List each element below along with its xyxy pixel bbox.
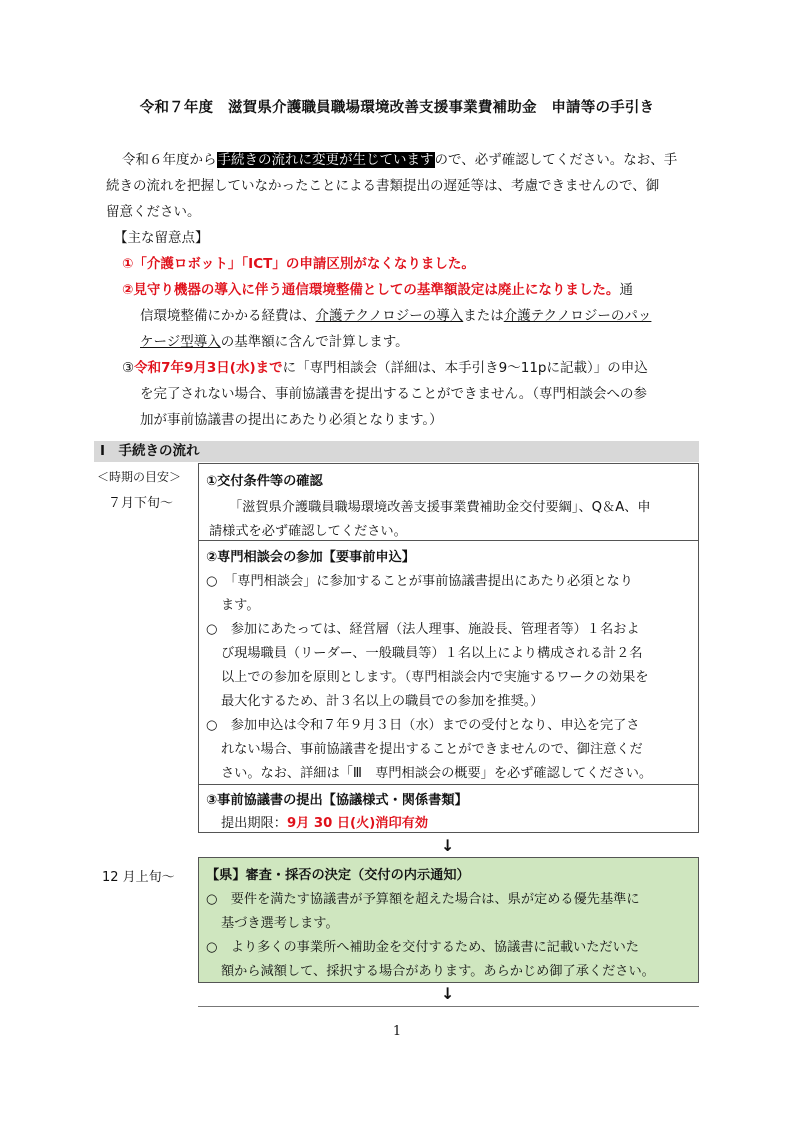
step-3-title: ③事前協議書の提出【協議様式・関係書類】: [206, 793, 468, 808]
point-2-line-2: [140, 304, 651, 324]
point-3-number: ③: [122, 360, 135, 376]
step-4-text: 基づき選考します。: [221, 916, 339, 931]
point-2-line-1: [122, 278, 633, 298]
page-title: 令和７年度 滋賀県介護職員職場環境改善支援事業費補助金 申請等の手引き: [139, 100, 655, 116]
deadline-value: 9月 30 日(火)消印有効: [286, 816, 429, 831]
step-4-text: ○ より多くの事業所へ補助金を交付するため、協議書に記載いただいた: [206, 940, 639, 955]
step-1-text: 請様式を必ず確認してください。: [209, 524, 407, 539]
timeline-label-december: 12 月上旬～: [102, 870, 175, 885]
step-4-text: 額から減額して、採択する場合があります。あらかじめ御了承ください。: [221, 964, 655, 979]
step-divider: [199, 784, 698, 785]
step-2-text: ○ 参加にあたっては、経営層（法人理事、施設長、管理者等）１名およ: [206, 622, 640, 637]
point-2-underline: 介護テクノロジーのパッ: [503, 308, 652, 324]
intro-text: 令和６年度から: [122, 152, 217, 168]
point-3-red: 令和7年9月3日(水)まで: [134, 360, 283, 376]
intro-text: ので、必ず確認してください。なお、手: [434, 152, 678, 168]
point-2-text: 信環境整備にかかる経費は、: [140, 308, 316, 324]
point-3-tail: に「専門相談会（詳細は、本手引き9～11pに記載）」の申込: [282, 360, 648, 376]
point-2-text: または: [463, 308, 504, 324]
point-3-line-1: [122, 356, 648, 376]
point-3-line-2: を完了されない場合、事前協議書を提出することができません。（専門相談会への参: [140, 386, 648, 402]
step-4-title: 【県】審査・採否の決定（交付の内示通知）: [206, 868, 470, 883]
flow-arrow-icon: ↓: [441, 984, 455, 1003]
point-2-tail: 通: [619, 282, 633, 298]
timeline-label-july: ７月下旬～: [108, 496, 174, 511]
step-2-text: ○ 参加申込は令和７年９月３日（水）までの受付となり、申込を完了さ: [206, 718, 640, 733]
step-divider: [199, 540, 698, 541]
step-2-text: さい。なお、詳細は「Ⅲ 専門相談会の概要」を必ず確認してください。: [221, 766, 653, 781]
step-1-text: 「滋賀県介護職員職場環境改善支援事業費補助金交付要綱」、Q＆A、申: [229, 500, 651, 515]
flow-box-review: [198, 857, 699, 983]
timeline-label-head: ＜時期の目安＞: [97, 470, 182, 484]
intro-line-2: 続きの流れを把握していなかったことによる書類提出の遅延等は、考慮できませんので、御: [106, 178, 660, 194]
section-header: Ⅰ 手続きの流れ: [94, 441, 699, 462]
step-2-text: 最大化するため、計３名以上の職員での参加を推奨。）: [221, 694, 544, 709]
point-2-underline: ケージ型導入: [140, 334, 221, 350]
point-2-underline: 介護テクノロジーの導入: [315, 308, 464, 324]
step-2-text: ○ 「専門相談会」に参加することが事前協議書提出にあたり必須となり: [206, 574, 633, 589]
step-3-deadline: [221, 812, 428, 831]
bottom-rule: [198, 1006, 699, 1007]
intro-line-1: [122, 148, 677, 168]
step-2-text: ます。: [221, 598, 260, 613]
point-1: ①「介護ロボット」「ICT」の申請区別がなくなりました。: [122, 256, 475, 272]
step-2-title: ②専門相談会の参加【要事前申込】: [206, 550, 415, 565]
step-4-text: ○ 要件を満たす協議書が予算額を超えた場合は、県が定める優先基準に: [206, 892, 640, 907]
step-2-text: び現場職員（リーダー、一般職員等）１名以上により構成される計２名: [221, 646, 643, 661]
intro-highlight: 手続きの流れに変更が生じています: [217, 152, 434, 168]
step-1-title: ①交付条件等の確認: [206, 474, 323, 489]
point-2-red: ②見守り機器の導入に伴う通信環境整備としての基準額設定は廃止になりました。: [122, 282, 620, 298]
intro-line-3: 留意ください。: [106, 204, 201, 220]
flow-arrow-icon: ↓: [441, 836, 455, 855]
point-2-text: の基準額に含んで計算します。: [220, 334, 409, 350]
deadline-label: 提出期限：: [221, 816, 287, 831]
step-2-text: 以上での参加を原則とします。（専門相談会内で実施するワークの効果を: [221, 670, 649, 685]
flow-box-main: [198, 463, 699, 833]
step-2-text: れない場合、事前協議書を提出することができませんので、御注意くだ: [221, 742, 643, 757]
point-3-line-3: 加が事前協議書の提出にあたり必須となります。）: [140, 412, 443, 428]
points-heading: 【主な留意点】: [114, 230, 209, 246]
point-2-line-3: [140, 330, 409, 350]
page-number: 1: [392, 1024, 402, 1039]
